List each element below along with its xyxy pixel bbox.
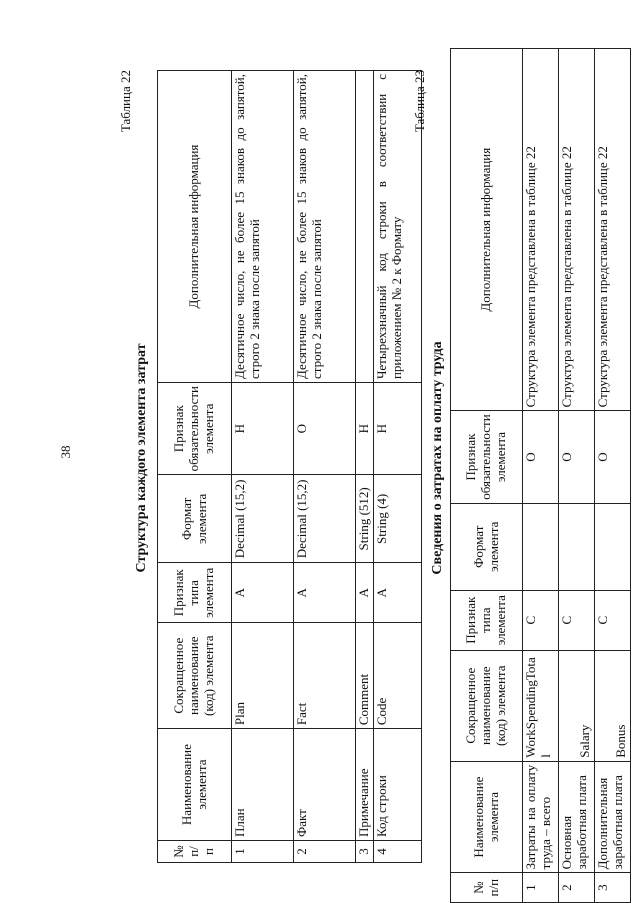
page-number: 38: [58, 445, 73, 459]
table-cell: Дополнительная заработная плата: [595, 761, 631, 873]
table22-header-row: [158, 71, 232, 863]
table22-header-cell: Наименование элемента: [158, 729, 232, 841]
table-cell: Decimal (15,2): [232, 475, 294, 563]
table23-header-cell: Признак обязательности элемента: [451, 411, 523, 503]
table-row: [232, 71, 294, 863]
table-cell: String (512): [356, 475, 374, 563]
table-cell: А: [374, 563, 422, 623]
table22-header-cell: Формат элемента: [158, 475, 232, 563]
table22-header-cell: Признак типа элемента: [158, 563, 232, 623]
table-cell: WorkSpendingTotal: [523, 650, 559, 761]
table-cell: Comment: [356, 623, 374, 729]
table-cell: Н: [374, 383, 422, 475]
table-cell: Основная заработная плата: [559, 761, 595, 873]
table-row: [559, 49, 595, 903]
table-row: [595, 49, 631, 903]
table-cell: План: [232, 729, 294, 841]
table-cell: 4: [374, 841, 422, 863]
table22: [157, 70, 422, 863]
table22-header-cell: Сокращенное наименование (код) элемента: [158, 623, 232, 729]
table-cell: С: [523, 590, 559, 650]
table-cell: Fact: [294, 623, 356, 729]
table-cell: Н: [232, 383, 294, 475]
table22-title: Структура каждого элемента затрат: [134, 343, 149, 573]
table-row: [294, 71, 356, 863]
table22-header-cell: № п/п: [158, 841, 232, 863]
table-cell: Затраты на оплату труда – всего: [523, 761, 559, 873]
table23: [450, 48, 631, 903]
table-cell: О: [294, 383, 356, 475]
table22-header-cell: Дополнительная информация: [158, 71, 232, 383]
table-cell: Plan: [232, 623, 294, 729]
table-cell: 3: [356, 841, 374, 863]
table-cell: Десятичное число, не более 15 знаков до запятой, строго 2 знака после запятой: [294, 71, 356, 383]
table23-header-cell: Дополнительная информация: [451, 49, 523, 411]
table-cell: Десятичное число, не более 15 знаков до запятой, строго 2 знака после запятой: [232, 71, 294, 383]
table-cell: Code: [374, 623, 422, 729]
table-cell: С: [595, 590, 631, 650]
table-cell: [595, 503, 631, 590]
table23-header-cell: Сокращенное наименование (код) элемента: [451, 650, 523, 761]
table-cell: Salary: [559, 650, 595, 761]
table23-header-cell: Формат элемента: [451, 503, 523, 590]
table23-header-cell: Наименование элемента: [451, 761, 523, 873]
table-cell: 1: [232, 841, 294, 863]
table23-header-cell: № п/п: [451, 873, 523, 903]
table-cell: 2: [559, 873, 595, 903]
table-cell: Структура элемента представлена в таблице 22: [523, 49, 559, 411]
table23-header-row: [451, 49, 523, 903]
table-row: [523, 49, 559, 903]
table23-header-cell: Признак типа элемента: [451, 590, 523, 650]
table-cell: Bonus: [595, 650, 631, 761]
table23-title: Сведения о затратах на оплату труда: [430, 341, 445, 575]
table-cell: О: [595, 411, 631, 503]
table-cell: [559, 503, 595, 590]
table-cell: Четырехзначный код строки в соответствии с приложением № 2 к Формату: [374, 71, 422, 383]
table-cell: 3: [595, 873, 631, 903]
table-cell: О: [559, 411, 595, 503]
table-cell: Код строки: [374, 729, 422, 841]
table-cell: Decimal (15,2): [294, 475, 356, 563]
table-cell: [356, 71, 374, 383]
table-cell: А: [294, 563, 356, 623]
table-cell: Факт: [294, 729, 356, 841]
table-cell: Структура элемента представлена в таблице 22: [559, 49, 595, 411]
table22-header-cell: Признак обязательности элемента: [158, 383, 232, 475]
table-cell: С: [559, 590, 595, 650]
table-cell: А: [232, 563, 294, 623]
table-row: [356, 71, 374, 863]
table22-number: Таблица 22: [118, 70, 133, 133]
table23-number: Таблица 23: [412, 70, 427, 133]
table-cell: Примечание: [356, 729, 374, 841]
table-cell: О: [523, 411, 559, 503]
table-cell: Н: [356, 383, 374, 475]
table-cell: Структура элемента представлена в таблице 22: [595, 49, 631, 411]
table-cell: [523, 503, 559, 590]
table-cell: String (4): [374, 475, 422, 563]
table-cell: 2: [294, 841, 356, 863]
table-cell: 1: [523, 873, 559, 903]
table-cell: А: [356, 563, 374, 623]
